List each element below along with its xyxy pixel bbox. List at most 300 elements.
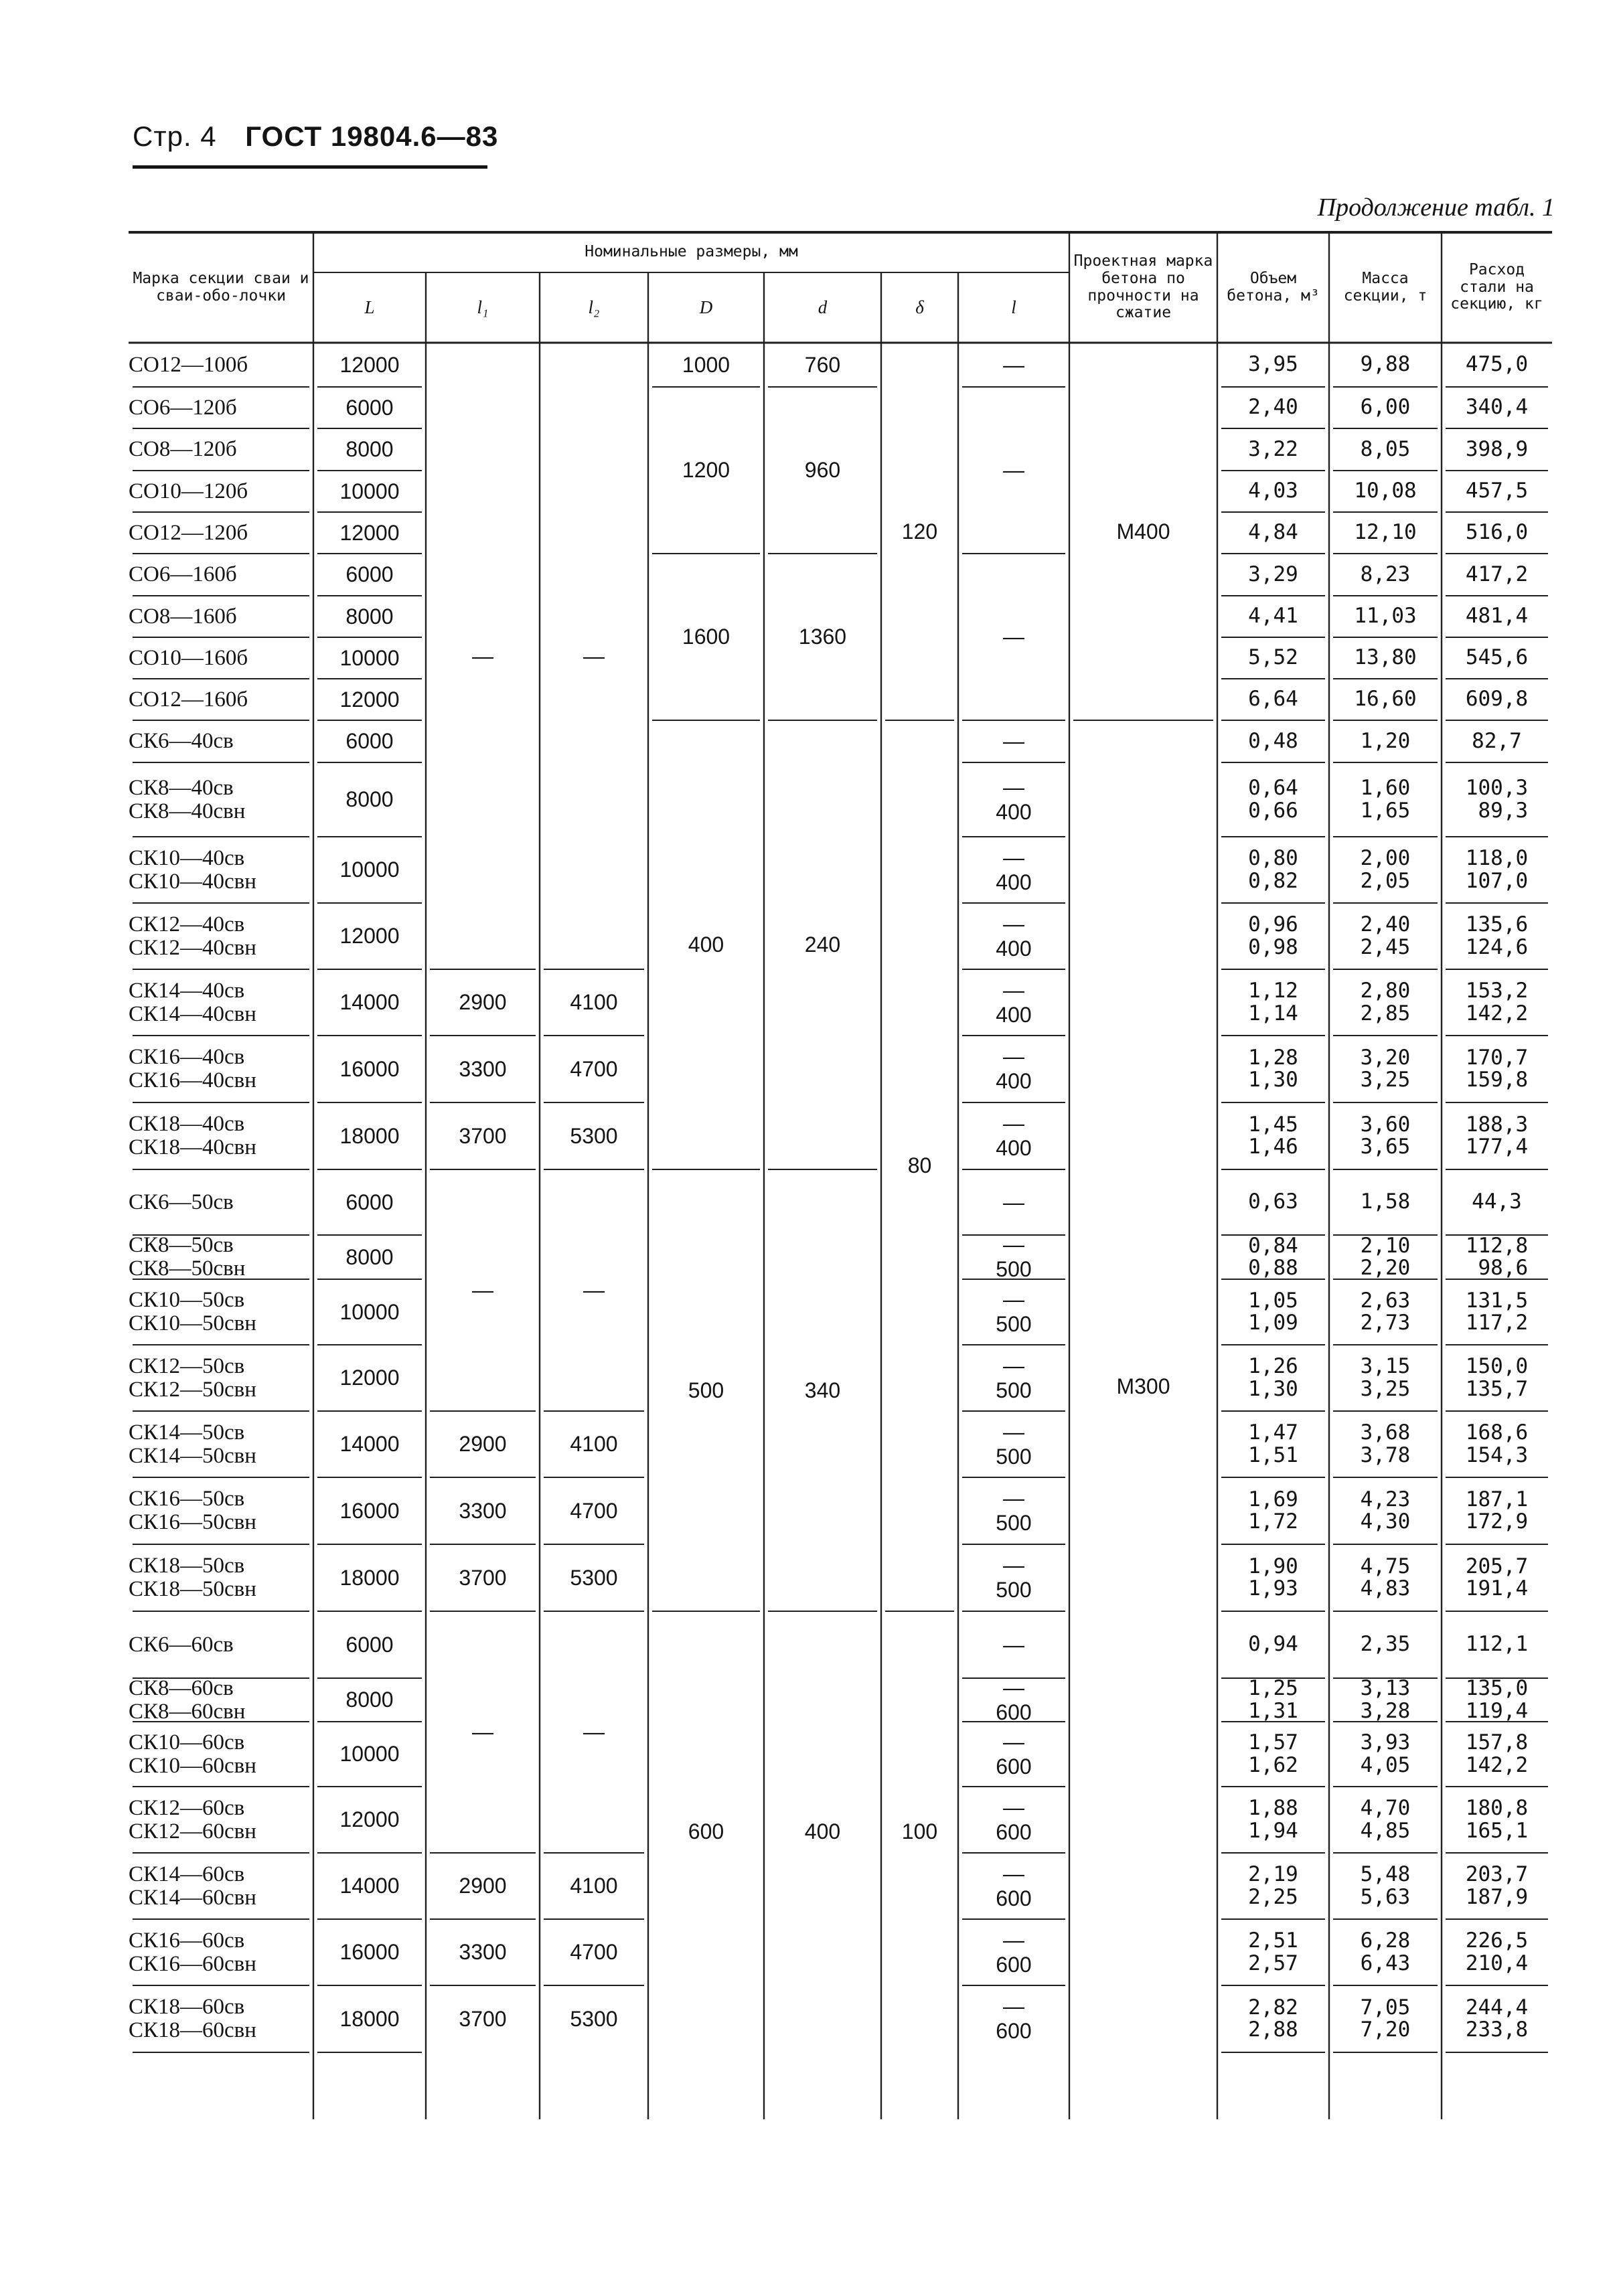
- row-mass-line-stack: [1361, 438, 1411, 461]
- row-mark-line-stack: [129, 847, 256, 893]
- row-mark-line: СК14—50свн: [129, 1443, 256, 1468]
- row-mark-line-stack: [129, 1113, 256, 1159]
- row-mark-line-stack: [129, 1487, 256, 1534]
- row-mass-line: 7,20: [1360, 2018, 1411, 2042]
- row-mass-line-stack: [1354, 688, 1416, 710]
- row-mass-line: 4,75: [1360, 1554, 1411, 1578]
- row-l-line: —: [1002, 1678, 1024, 1700]
- row-mark: [129, 1985, 313, 2052]
- row-mass-line: 3,25: [1360, 1376, 1411, 1401]
- row-mass-line-stack: [1361, 564, 1411, 586]
- row-l2: 4700: [570, 1498, 618, 1523]
- row-volume-line-stack: [1248, 1191, 1298, 1213]
- row-steel: [1442, 428, 1552, 471]
- row-length-L: 10000: [339, 1299, 400, 1324]
- row-l2: 4100: [570, 1432, 618, 1456]
- row-mark-line: СК8—40св: [129, 775, 234, 800]
- row-volume: [1217, 762, 1329, 837]
- row-mark-line-stack: [129, 1995, 256, 2042]
- row-steel-line: 340,4: [1465, 395, 1529, 420]
- row-mass: [1329, 1985, 1442, 2052]
- row-mark-line-stack: [129, 563, 237, 586]
- row-volume: [1217, 837, 1329, 903]
- row-steel: [1442, 837, 1552, 903]
- row-length-L: 16000: [339, 1940, 400, 1964]
- row-mass-line: 3,68: [1360, 1420, 1411, 1445]
- row-mark-line: СК14—40свн: [129, 1001, 256, 1026]
- row-steel: [1442, 762, 1552, 837]
- row-l-line: 500: [996, 1444, 1032, 1469]
- row-l1: 3700: [459, 1565, 507, 1590]
- row-volume: [1217, 1678, 1329, 1722]
- merged-d-50: 340: [804, 1378, 841, 1402]
- column-header-l2: l₂: [588, 297, 600, 317]
- row-volume-line-stack: [1248, 438, 1298, 461]
- row-mass-line-stack: [1361, 730, 1411, 752]
- row-volume-line-stack: [1248, 564, 1298, 586]
- row-volume: [1217, 554, 1329, 596]
- row-steel-line: 203,7: [1465, 1862, 1529, 1887]
- row-l1: 3300: [459, 1056, 507, 1081]
- row-mass-line: 6,43: [1360, 1951, 1411, 1975]
- row-mass-line-stack: [1361, 847, 1411, 892]
- row-mark: [129, 720, 313, 762]
- row-volume: [1217, 720, 1329, 762]
- row-mass: [1329, 1169, 1442, 1235]
- row-mark-line: СК6—40св: [129, 729, 234, 754]
- row-mark-line: СО12—100б: [129, 352, 248, 377]
- row-mark-line: СК16—40свн: [129, 1068, 256, 1092]
- row-volume: [1217, 679, 1329, 720]
- row-steel-line-stack: [1472, 1191, 1522, 1213]
- row-l-line: 400: [996, 1069, 1032, 1093]
- row-mark-line-stack: [129, 1633, 234, 1657]
- row-steel-line-stack: [1466, 564, 1528, 586]
- row-length-L: 6000: [345, 395, 394, 420]
- row-l-line-stack: [1003, 353, 1024, 378]
- row-mark-line: СК12—60св: [129, 1795, 245, 1820]
- row-steel-line-stack: [1466, 1997, 1528, 2042]
- row-mark-line-stack: [129, 1355, 256, 1401]
- row-l: [958, 1235, 1069, 1279]
- row-l: [958, 1279, 1069, 1345]
- column-header-concrete-volume: Объем бетона, м³: [1227, 269, 1320, 305]
- row-mass: [1329, 837, 1442, 903]
- row-steel-line-stack: [1466, 1678, 1528, 1722]
- row-l-line: 500: [996, 1378, 1032, 1402]
- merged-concrete-co: М400: [1116, 519, 1170, 544]
- row-steel-line: 481,4: [1465, 604, 1529, 629]
- row-mark-line-stack: [129, 730, 234, 753]
- row-mark-line-stack: [129, 1554, 256, 1601]
- row-mark-line-stack: [129, 979, 256, 1026]
- row-volume-line: 0,94: [1248, 1632, 1298, 1657]
- row-volume-line: 0,66: [1248, 798, 1298, 823]
- row-volume-line-stack: [1248, 353, 1298, 376]
- row-l: [958, 343, 1069, 387]
- row-steel-line: 142,2: [1465, 1752, 1529, 1777]
- merged-l2-dash: —: [583, 1720, 605, 1744]
- row-l-line: —: [1002, 1235, 1024, 1256]
- row-l1: 2900: [459, 1874, 507, 1898]
- row-steel: [1442, 512, 1552, 554]
- row-volume-line-stack: [1248, 1732, 1298, 1777]
- row-mark-line: СО8—160б: [129, 604, 237, 629]
- row-mark: [129, 762, 313, 837]
- row-l-line-stack: [996, 1044, 1031, 1094]
- row-mass-line: 10,08: [1354, 479, 1417, 503]
- row-steel-line: 100,3: [1465, 776, 1529, 801]
- row-l: [958, 837, 1069, 903]
- row-mark-line: СК8—50св: [129, 1235, 234, 1258]
- row-mark: [129, 1235, 313, 1279]
- row-mark-line: СК8—60свн: [129, 1699, 246, 1722]
- row-steel-line: 457,5: [1465, 479, 1529, 503]
- row-mark: [129, 554, 313, 596]
- row-steel-line: 188,3: [1465, 1112, 1529, 1137]
- merged-delta-co: 120: [901, 519, 938, 544]
- row-mass-line-stack: [1361, 1489, 1411, 1534]
- row-volume-line-stack: [1248, 688, 1298, 710]
- row-l-line: —: [1002, 1111, 1024, 1135]
- row-steel: [1442, 554, 1552, 596]
- row-mass-line: 5,63: [1360, 1884, 1411, 1909]
- row-l: [958, 1611, 1069, 1678]
- row-steel-line-stack: [1466, 777, 1528, 822]
- row-steel-line-stack: [1466, 1356, 1528, 1400]
- row-mass: [1329, 596, 1442, 637]
- row-l2: 5300: [570, 1565, 618, 1590]
- row-mark-line: СК18—60св: [129, 1995, 245, 2020]
- row-l-line: —: [1002, 1044, 1024, 1068]
- merged-delta-60: 100: [901, 1819, 938, 1843]
- row-mass-line: 4,30: [1360, 1509, 1411, 1534]
- row-steel: [1442, 1036, 1552, 1102]
- row-l-line-stack: [996, 1994, 1031, 2044]
- merged-concrete-ck: М300: [1116, 1374, 1170, 1398]
- row-mass: [1329, 1544, 1442, 1611]
- row-steel-line: 118,0: [1465, 846, 1529, 871]
- row-volume-line: 0,64: [1248, 776, 1298, 801]
- row-l-line-stack: [996, 1553, 1031, 1603]
- row-steel-line-stack: [1466, 1930, 1528, 1975]
- row-steel-line: 98,6: [1478, 1256, 1529, 1279]
- row-volume: [1217, 1279, 1329, 1345]
- row-l1: 2900: [459, 1432, 507, 1456]
- row-mass-line: 3,20: [1360, 1045, 1411, 1070]
- row-volume-line: 1,25: [1248, 1678, 1298, 1701]
- row-steel-line: 170,7: [1465, 1045, 1529, 1070]
- column-header-L: L: [364, 297, 375, 317]
- row-mass-line: 2,40: [1360, 912, 1411, 937]
- row-steel-line-stack: [1466, 1797, 1528, 1842]
- row-length-L: 12000: [339, 1366, 400, 1390]
- row-volume: [1217, 428, 1329, 471]
- row-mark-line: СК14—60свн: [129, 1885, 256, 1910]
- row-mass-line-stack: [1361, 1422, 1411, 1467]
- row-steel: [1442, 1345, 1552, 1411]
- row-mass-line-stack: [1361, 1678, 1411, 1722]
- row-mark-line: СК6—50св: [129, 1190, 234, 1214]
- row-volume: [1217, 1611, 1329, 1678]
- merged-l1-dash: —: [472, 1720, 493, 1744]
- row-volume-line-stack: [1248, 1997, 1298, 2042]
- row-mass-line: 1,65: [1360, 798, 1411, 823]
- merged-l1-dash: —: [472, 1278, 493, 1302]
- row-mass: [1329, 1722, 1442, 1787]
- row-steel-line-stack: [1466, 1864, 1528, 1908]
- row-steel: [1442, 1853, 1552, 1919]
- row-volume-line-stack: [1248, 521, 1298, 544]
- row-mass: [1329, 903, 1442, 969]
- row-mass-line-stack: [1361, 777, 1411, 822]
- row-volume-line-stack: [1248, 480, 1298, 502]
- row-steel: [1442, 1544, 1552, 1611]
- row-mass: [1329, 1102, 1442, 1169]
- row-volume-line-stack: [1248, 396, 1298, 418]
- row-mark-line: СК8—60св: [129, 1678, 234, 1700]
- column-header-l: l: [1011, 297, 1016, 317]
- row-steel-line: 398,9: [1465, 436, 1529, 461]
- row-mass-line: 2,20: [1360, 1256, 1411, 1279]
- row-mark-line-stack: [129, 1731, 256, 1777]
- row-l-line: 600: [996, 1754, 1032, 1779]
- row-mark: [129, 428, 313, 471]
- row-mass-line-stack: [1361, 1235, 1411, 1279]
- row-steel-line: 44,3: [1472, 1190, 1522, 1214]
- row-l-line: —: [1002, 774, 1024, 799]
- row-steel-line: 142,2: [1465, 1001, 1529, 1026]
- row-volume-line-stack: [1248, 730, 1298, 752]
- row-mark-line: СК10—60св: [129, 1730, 245, 1754]
- row-mass-line: 3,13: [1360, 1678, 1411, 1701]
- row-volume: [1217, 1036, 1329, 1102]
- row-length-L: 18000: [339, 1123, 400, 1148]
- row-mass-line-stack: [1361, 1732, 1411, 1777]
- row-steel: [1442, 1919, 1552, 1985]
- row-volume-line: 1,05: [1248, 1288, 1298, 1313]
- row-mark-line-stack: [129, 776, 245, 823]
- row-l-line: —: [1002, 1861, 1024, 1886]
- row-length-L: 12000: [339, 352, 400, 377]
- row-steel-line: 112,1: [1465, 1632, 1529, 1657]
- row-steel-line: 107,0: [1465, 868, 1529, 893]
- row-volume: [1217, 1544, 1329, 1611]
- row-mark-line-stack: [129, 1191, 234, 1214]
- row-steel-line: 609,8: [1465, 687, 1529, 712]
- row-volume-line-stack: [1248, 1489, 1298, 1534]
- row-length-L: 14000: [339, 1432, 400, 1456]
- merged-d-60: 400: [804, 1819, 841, 1843]
- row-l: [958, 1477, 1069, 1544]
- row-mass-line: 12,10: [1354, 520, 1417, 545]
- row-mass-line: 3,25: [1360, 1068, 1411, 1092]
- row-steel-line-stack: [1466, 1556, 1528, 1601]
- row-mass: [1329, 1235, 1442, 1279]
- row-mass: [1329, 1678, 1442, 1722]
- row-mark: [129, 837, 313, 903]
- row-mass-line: 2,73: [1360, 1311, 1411, 1335]
- row-volume-line-stack: [1248, 980, 1298, 1025]
- table-continuation-caption: Продолжение табл. 1: [1317, 193, 1555, 222]
- row-mass-line-stack: [1354, 521, 1416, 544]
- row-length-L: 6000: [345, 1190, 394, 1214]
- row-steel: [1442, 1411, 1552, 1477]
- row-volume-line: 0,63: [1248, 1190, 1298, 1214]
- row-volume-line: 0,96: [1248, 912, 1298, 937]
- column-header-l1: l₁: [477, 297, 489, 317]
- row-mass: [1329, 343, 1442, 387]
- row-volume-line-stack: [1248, 1290, 1298, 1335]
- row-mark: [129, 1678, 313, 1722]
- row-steel-line-stack: [1466, 1732, 1528, 1777]
- row-mass: [1329, 679, 1442, 720]
- row-l-line: —: [1002, 1419, 1024, 1444]
- row-steel: [1442, 1102, 1552, 1169]
- row-volume-line: 2,19: [1248, 1862, 1298, 1887]
- column-header-steel-consumption: Расход стали на секцию, кг: [1450, 260, 1543, 313]
- row-mass-line: 7,05: [1360, 1995, 1411, 2020]
- row-l2: 4100: [570, 1874, 618, 1898]
- row-steel-line-stack: [1466, 1114, 1528, 1159]
- row-steel-line: 150,0: [1465, 1354, 1529, 1379]
- row-mark-line: СК12—40св: [129, 912, 245, 936]
- row-volume: [1217, 1919, 1329, 1985]
- row-l1: 2900: [459, 990, 507, 1014]
- row-mark-line-stack: [129, 647, 248, 670]
- row-mass: [1329, 471, 1442, 512]
- row-mass-line-stack: [1361, 1797, 1411, 1842]
- row-l: [958, 762, 1069, 837]
- row-length-L: 10000: [339, 645, 400, 670]
- row-volume-line: 5,52: [1248, 645, 1298, 670]
- row-mass-line-stack: [1361, 914, 1411, 959]
- row-volume-line: 0,88: [1248, 1256, 1298, 1279]
- row-mark-line-stack: [129, 1929, 256, 1975]
- merged-l1-dash: —: [472, 643, 493, 668]
- row-l: [958, 1169, 1069, 1235]
- row-mass: [1329, 512, 1442, 554]
- row-mark-line-stack: [129, 913, 256, 959]
- document-title: ГОСТ 19804.6—83: [245, 120, 499, 152]
- row-mass: [1329, 969, 1442, 1036]
- row-steel-line-stack: [1466, 1422, 1528, 1467]
- row-l-line-stack: [996, 1287, 1031, 1337]
- row-mass-line: 2,63: [1360, 1288, 1411, 1313]
- row-l-line: 400: [996, 870, 1032, 894]
- row-volume-line: 4,41: [1248, 604, 1298, 629]
- row-mark: [129, 637, 313, 679]
- row-volume-line-stack: [1248, 1114, 1298, 1159]
- row-mark-line: СК16—60свн: [129, 1951, 256, 1976]
- row-l-line-stack: [996, 1678, 1031, 1722]
- row-steel: [1442, 596, 1552, 637]
- row-length-L: 12000: [339, 687, 400, 712]
- row-mark-line: СК12—60свн: [129, 1819, 256, 1843]
- row-volume-line: 1,26: [1248, 1354, 1298, 1379]
- row-steel-line-stack: [1466, 1235, 1528, 1279]
- row-steel-line-stack: [1466, 980, 1528, 1025]
- row-mass-line: 3,93: [1360, 1730, 1411, 1755]
- column-header-d: d: [818, 297, 828, 317]
- row-mass-line: 2,85: [1360, 1001, 1411, 1026]
- row-mark-line: СО8—120б: [129, 437, 237, 462]
- row-volume: [1217, 1169, 1329, 1235]
- row-l-line-stack: [996, 1486, 1031, 1536]
- row-volume-line: 2,57: [1248, 1951, 1298, 1975]
- row-mark-line: СК10—60свн: [129, 1753, 256, 1778]
- row-mass-line: 4,05: [1360, 1752, 1411, 1777]
- row-mass-line-stack: [1354, 605, 1416, 627]
- row-volume-line: 3,29: [1248, 562, 1298, 586]
- row-mark-line-stack: [129, 605, 237, 629]
- row-mass-line: 3,60: [1360, 1112, 1411, 1137]
- row-volume-line: 0,82: [1248, 868, 1298, 893]
- merged-D-160: 1600: [682, 625, 730, 649]
- row-volume: [1217, 637, 1329, 679]
- row-l-line: —: [1002, 911, 1024, 936]
- row-mass-line: 8,05: [1360, 436, 1411, 461]
- row-volume-line: 1,28: [1248, 1045, 1298, 1070]
- merged-l2-dash: —: [583, 643, 605, 668]
- row-mass: [1329, 762, 1442, 837]
- row-mass-line: 4,70: [1360, 1796, 1411, 1821]
- row-volume-line: 0,84: [1248, 1235, 1298, 1258]
- row-mass: [1329, 387, 1442, 428]
- row-mark: [129, 679, 313, 720]
- row-l-line-stack: [1003, 1633, 1024, 1657]
- row-mass-line: 16,60: [1354, 687, 1417, 712]
- row-mark: [129, 1102, 313, 1169]
- row-mass-line: 2,10: [1360, 1235, 1411, 1258]
- row-length-L: 18000: [339, 2006, 400, 2031]
- row-l-line-stack: [996, 1730, 1031, 1779]
- row-l-line-stack: [1003, 1190, 1024, 1215]
- row-mark: [129, 387, 313, 428]
- row-volume-line: 2,88: [1248, 2018, 1298, 2042]
- row-steel-line: 180,8: [1465, 1796, 1529, 1821]
- row-l: [958, 1787, 1069, 1853]
- column-header-D: D: [699, 297, 713, 317]
- row-volume: [1217, 1787, 1329, 1853]
- row-mark-line: СК8—40свн: [129, 799, 246, 823]
- row-steel-line: 124,6: [1465, 934, 1529, 959]
- row-steel-line: 135,6: [1465, 912, 1529, 937]
- row-length-L: 16000: [339, 1056, 400, 1081]
- merged-d-160: 1360: [798, 625, 847, 649]
- merged-D-60: 600: [688, 1819, 724, 1843]
- row-length-L: 8000: [345, 437, 394, 461]
- row-l-line-stack: [996, 978, 1031, 1028]
- row-volume-line-stack: [1248, 1047, 1298, 1092]
- row-volume-line-stack: [1248, 847, 1298, 892]
- row-steel-line: 475,0: [1465, 352, 1529, 377]
- row-volume-line: 1,46: [1248, 1135, 1298, 1159]
- row-steel-line-stack: [1472, 730, 1522, 752]
- row-mark-line: СК12—50свн: [129, 1377, 256, 1402]
- row-volume-line-stack: [1248, 1556, 1298, 1601]
- row-volume: [1217, 387, 1329, 428]
- column-header-concrete-grade: Проектная марка бетона по прочности на сжатие: [1073, 252, 1213, 322]
- row-steel-line: 417,2: [1465, 562, 1529, 586]
- row-mark-line-stack: [129, 1678, 245, 1722]
- row-mark-line: СК18—60свн: [129, 2018, 256, 2042]
- row-l1: 3300: [459, 1498, 507, 1523]
- row-l-line-stack: [996, 1795, 1031, 1845]
- row-steel-line: 244,4: [1465, 1995, 1529, 2020]
- row-mass-line-stack: [1361, 1864, 1411, 1908]
- row-length-L: 6000: [345, 1632, 394, 1657]
